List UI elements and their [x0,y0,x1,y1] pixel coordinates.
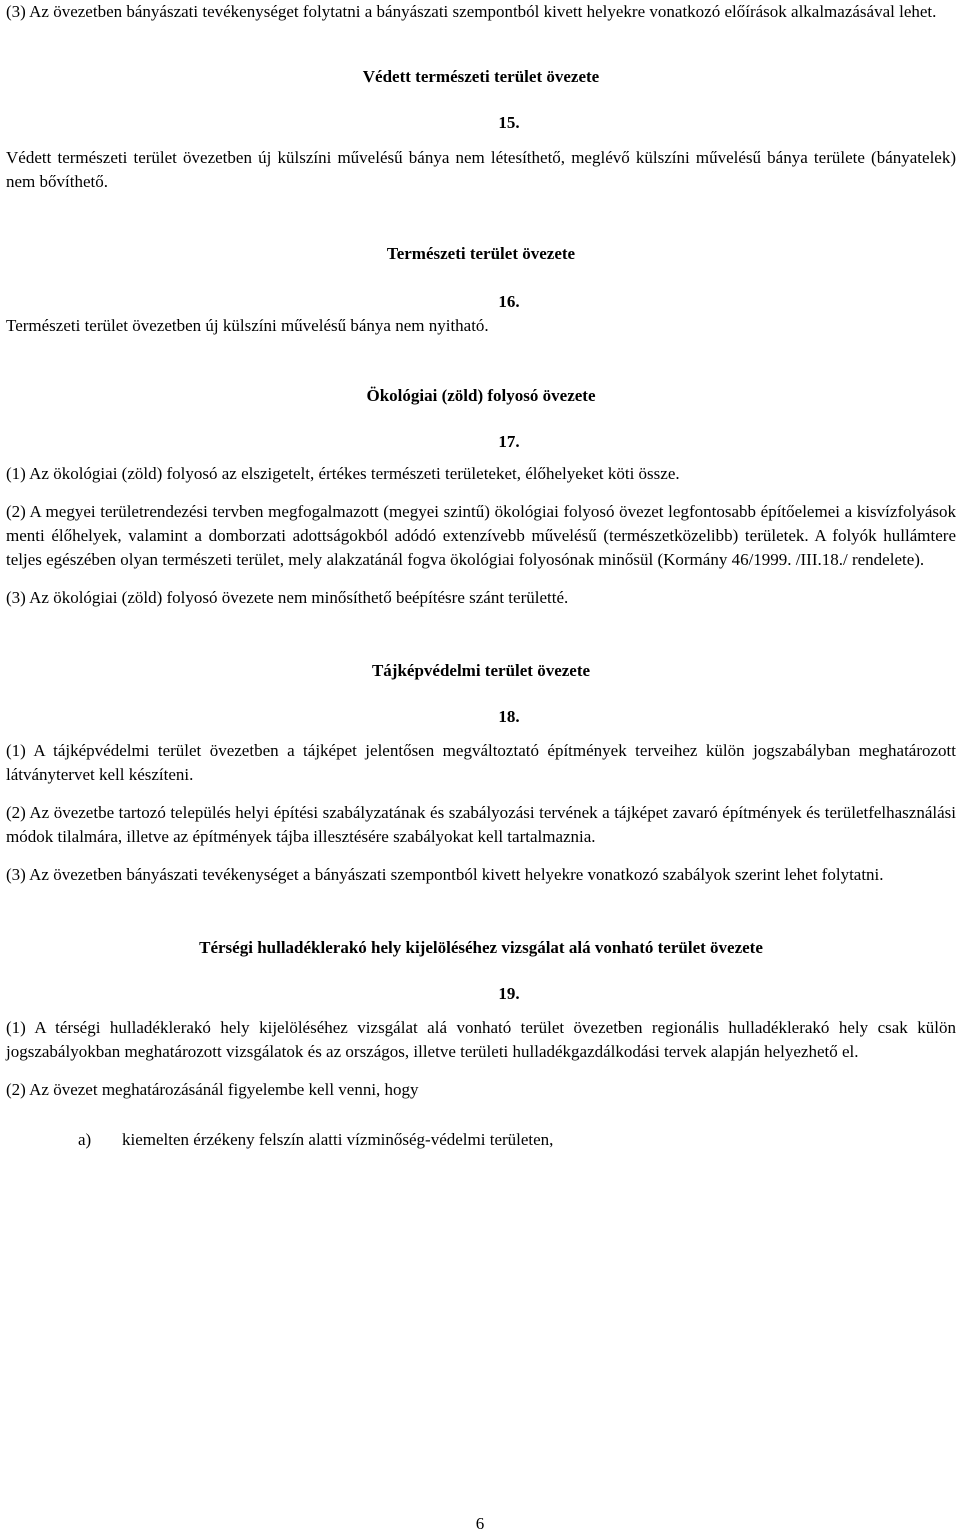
section-number-19: 19. [498,984,520,1003]
paragraph-sec19-2: (2) Az övezet meghatározásánál figyelembe kell venni, hogy [6,1080,419,1099]
list-item [78,1128,956,1152]
heading-sec18: Tájképvédelmi terület övezete [371,661,591,680]
section-number-18: 18. [498,707,520,726]
heading-sec16: Természeti terület övezete [386,244,576,263]
paragraph-sec18-1: (1) A tájképvédelmi terület övezetben a tájképet jelentősen megváltoztató építmények terveihez külön jogszabályban meghatározott látványtervet kell készíteni. [6,741,956,784]
paragraph-sec15-1: Védett természeti terület övezetben új külszíni művelésű bánya nem létesíthető, meglévő külszíni művelésű bánya területe (bányatelek) nem bővíthető. [6,148,956,191]
paragraph-sec17-2: (2) A megyei területrendezési tervben megfogalmazott (megyei szintű) ökológiai folyosó övezet legfontosabb építőelemei a kisvízfolyások menti élőhelyek, valamint a domborzati adottságokból adódó extenzívebb művelésű (természetközelibb) területek. A folyók hullámtere teljes egészében olyan természeti terület, mely alakzatánál fogva ökológiai folyosónak minősül (Kormány 46/1999. /III.18./ rendelete). [6,502,956,569]
paragraph-sec16-1: Természeti terület övezetben új külszíni művelésű bánya nem nyitható. [6,316,489,335]
paragraph-sec17-3: (3) Az ökológiai (zöld) folyosó övezete nem minősíthető beépítésre szánt területté. [6,588,569,607]
paragraph-intro-3: (3) Az övezetben bányászati tevékenységet folytatni a bányászati szempontból kivett helyekre vonatkozó előírások alkalmazásával lehet. [6,2,937,21]
page-number: 6 [475,1514,485,1533]
section-number-16: 16. [498,292,520,311]
paragraph-sec18-3: (3) Az övezetben bányászati tevékenységet a bányászati szempontból kivett helyekre vonatkozó szabályok szerint lehet folytatni. [6,865,884,884]
heading-sec15: Védett természeti terület övezete [362,67,600,86]
document-page [6,0,956,1152]
paragraph-sec18-2: (2) Az övezetbe tartozó település helyi építési szabályzatának és szabályozási tervének a tájképet zavaró építmények és területfelhasználási módok tilalmára, illetve az építmények tájba illesztésére szabályokat kell tartalmaznia. [6,803,956,846]
section-number-17: 17. [498,432,520,451]
section-number-15: 15. [498,113,520,132]
heading-sec19: Térségi hulladéklerakó hely kijelöléséhez vizsgálat alá vonható terület övezete [199,938,763,957]
paragraph-sec17-1: (1) Az ökológiai (zöld) folyosó az elszigetelt, értékes természeti területeket, élőhelyeket köti össze. [6,464,680,483]
heading-sec17: Ökológiai (zöld) folyosó övezete [366,386,596,405]
list-item-label: a) [78,1130,92,1149]
paragraph-sec19-1: (1) A térségi hulladéklerakó hely kijelöléséhez vizsgálat alá vonható terület övezetben regionális hulladéklerakó hely csak külön jogszabályokban meghatározott vizsgálatok és az országos, illetve területi hulladékgazdálkodási tervek alapján helyezhető el. [6,1018,956,1061]
list-item-text: kiemelten érzékeny felszín alatti vízminőség-védelmi területen, [122,1130,554,1149]
